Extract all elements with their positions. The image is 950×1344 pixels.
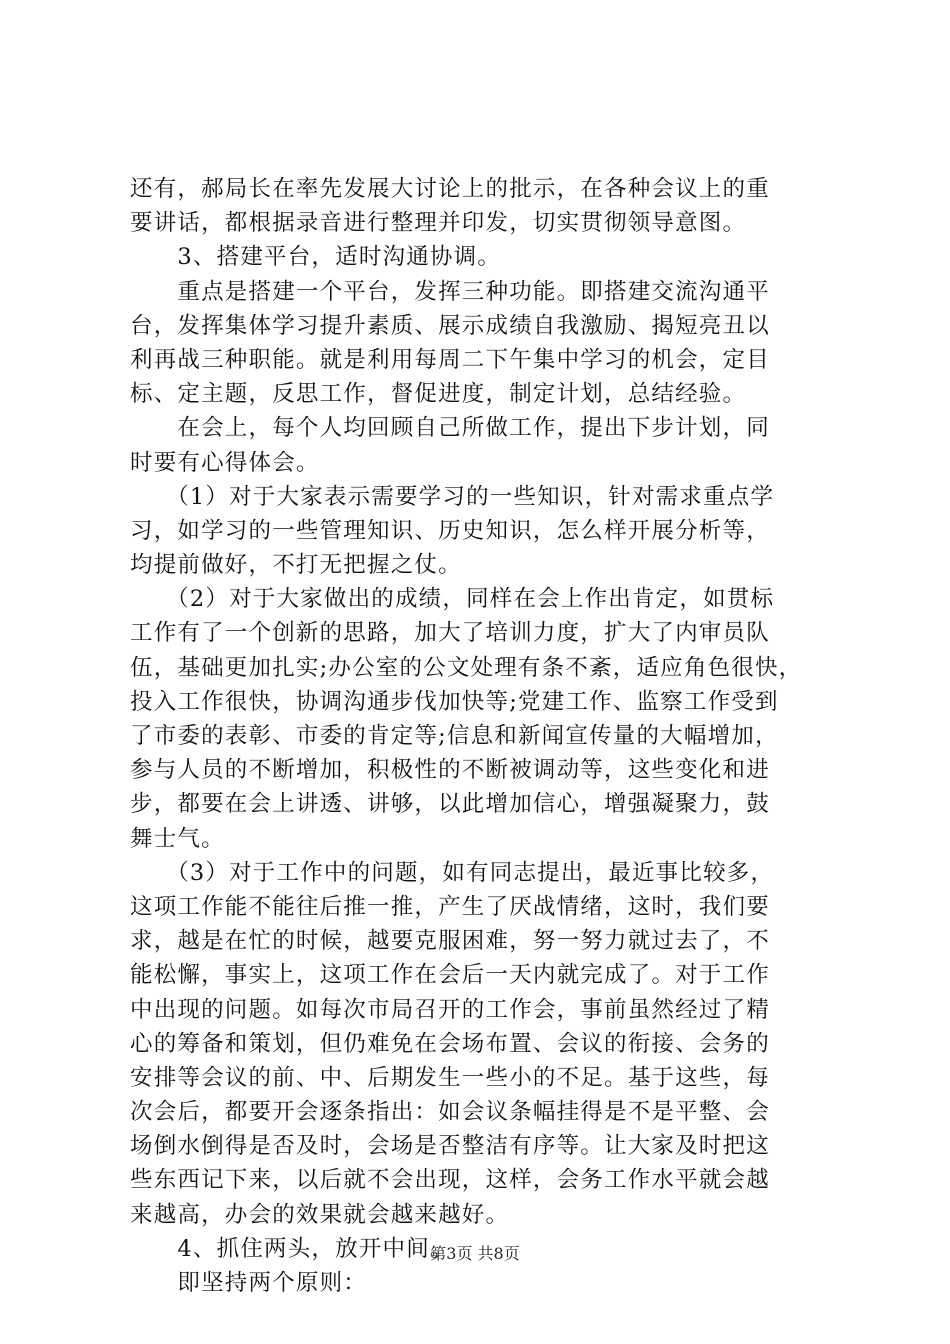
section-heading: 4、抓住两头，放开中间。	[130, 1235, 454, 1262]
text-line: 重点是搭建一个平台，发挥三种功能。即搭建交流沟通平	[130, 278, 770, 305]
text-line: 还有，郝局长在率先发展大讨论上的批示，在各种会议上的重	[130, 176, 770, 202]
page-number-footer: 第3页 共8页	[430, 1244, 520, 1263]
text-line: 中出现的问题。如每次市局召开的工作会，事前虽然经过了精	[130, 996, 770, 1023]
text-line: 求，越是在忙的时候，越要克服困难，努一努力就过去了，不	[130, 928, 770, 955]
text-line: （2）对于大家做出的成绩，同样在会上作出肯定，如贯标	[130, 586, 775, 613]
text-line: 这项工作能不能往后推一推，产生了厌战情绪，这时，我们要	[130, 893, 770, 920]
text-line: 工作有了一个创新的思路，加大了培训力度，扩大了内审员队	[130, 620, 770, 647]
text-line: 习，如学习的一些管理知识、历史知识，怎么样开展分析等，	[130, 517, 770, 544]
section-heading: 3、搭建平台，适时沟通协调。	[130, 244, 502, 271]
text-line: 即坚持两个原则：	[130, 1270, 368, 1296]
text-line: 来越高，办会的效果就会越来越好。	[130, 1201, 510, 1228]
text-line: 在会上，每个人均回顾自己所做工作，提出下步计划，同	[130, 415, 770, 442]
text-line: 能松懈，事实上，这项工作在会后一天内就完成了。对于工作	[130, 962, 770, 989]
text-line: 舞士气。	[130, 825, 225, 852]
text-line: 次会后，都要开会逐条指出：如会议条幅挂得是不是平整、会	[130, 1099, 770, 1126]
text-line: 利再战三种职能。就是利用每周二下午集中学习的机会，定目	[130, 346, 770, 373]
text-line: （1）对于大家表示需要学习的一些知识，针对需求重点学	[130, 483, 775, 510]
text-line: 场倒水倒得是否及时，会场是否整洁有序等。让大家及时把这	[130, 1133, 770, 1160]
text-line: 标、定主题，反思工作，督促进度，制定计划，总结经验。	[130, 381, 747, 408]
text-line: 伍，基础更加扎实;办公室的公文处理有条不紊，适应角色很快，	[130, 654, 803, 681]
text-line: 安排等会议的前、中、后期发生一些小的不足。基于这些，每	[130, 1064, 770, 1091]
text-line: 投入工作很快，协调沟通步伐加快等;党建工作、监察工作受到	[130, 688, 779, 715]
text-line: 均提前做好，不打无把握之仗。	[130, 552, 462, 579]
text-line: 步，都要在会上讲透、讲够，以此增加信心，增强凝聚力，鼓	[130, 791, 770, 818]
text-line: （3）对于工作中的问题，如有同志提出，最近事比较多，	[130, 859, 775, 886]
text-line: 了市委的表彰、市委的肯定等;信息和新闻宣传量的大幅增加，	[130, 723, 779, 749]
text-line: 心的筹备和策划，但仍难免在会场布置、会议的衔接、会务的	[130, 1030, 770, 1057]
text-line: 些东西记下来，以后就不会出现，这样，会务工作水平就会越	[130, 1167, 770, 1194]
text-line: 参与人员的不断增加，积极性的不断被调动等，这些变化和进	[130, 757, 770, 784]
text-line: 时要有心得体会。	[130, 449, 320, 476]
text-line: 台，发挥集体学习提升素质、展示成绩自我激励、揭短亮丑以	[130, 312, 770, 339]
document-body	[130, 172, 825, 1300]
text-line: 要讲话，都根据录音进行整理并印发，切实贯彻领导意图。	[130, 210, 747, 237]
